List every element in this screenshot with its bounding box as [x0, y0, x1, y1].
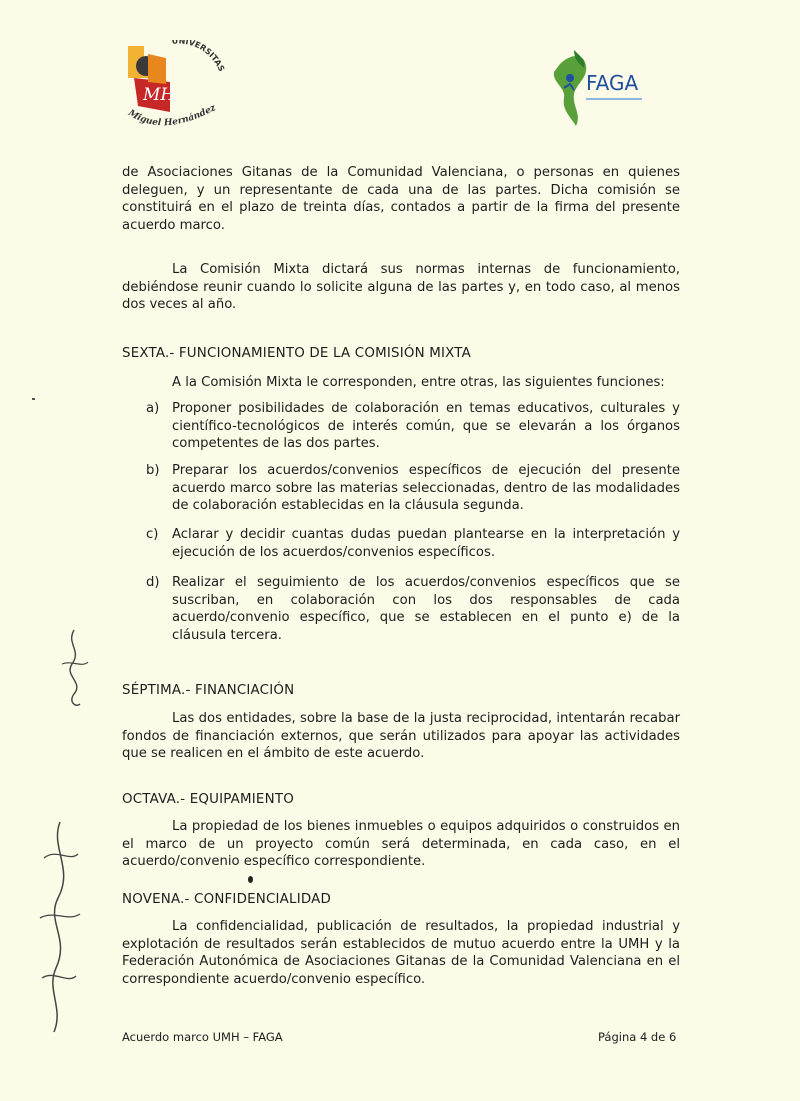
- paragraph-1: de Asociaciones Gitanas de la Comunidad Valenciana, o personas en quienes deleguen, y un representante de cada una de las partes. Dicha comisión se constituirá en el plazo de treinta días, contados a partir de la firma del presente acuerdo marco.: [122, 165, 680, 233]
- clause-septima-text: Las dos entidades, sobre la base de la justa reciprocidad, intentarán recabar fondos de financiación externos, que serán utilizados para apoyar las actividades que se realicen en el ámbito de este acuerdo.: [122, 711, 680, 762]
- list-text: Aclarar y decidir cuantas dudas puedan plantearse en la interpretación y ejecución de los acuerdos/convenios específicos.: [172, 527, 680, 560]
- faga-logo: [540, 44, 660, 134]
- list-label: c): [146, 527, 159, 542]
- list-label: b): [146, 463, 160, 478]
- umh-logo: [124, 40, 232, 130]
- footer-title: Acuerdo marco UMH – FAGA: [122, 1030, 283, 1044]
- list-text: Realizar el seguimiento de los acuerdos/convenios específicos que se suscriban, en colaboración con los dos responsables de cada acuerdo/convenio específico, que se establecen en el punto e) de la cláusula tercera.: [172, 575, 680, 643]
- paragraph-2: La Comisión Mixta dictará sus normas internas de funcionamiento, debiéndose reunir cuando lo solicite alguna de las partes y, en todo caso, al menos dos veces al año.: [122, 262, 680, 313]
- footer-page-number: Página 4 de 6: [598, 1030, 677, 1044]
- clause-septima-heading: SÉPTIMA.- FINANCIACIÓN: [122, 683, 295, 698]
- clause-novena-text: La confidencialidad, publicación de resultados, la propiedad industrial y explotación de resultados serán establecidos de mutuo acuerdo entre la UMH y la Federación Autonómica de Asociaciones Gitanas de la Comunidad Valenciana en el correspondiente acuerdo/convenio específico.: [122, 919, 680, 987]
- clause-octava-text: La propiedad de los bienes inmuebles o equipos adquiridos o construidos en el marco de un proyecto común será determinada, en cada caso, en el acuerdo/convenio específico correspondiente.: [122, 819, 680, 870]
- clause-sexta-heading: SEXTA.- FUNCIONAMIENTO DE LA COMISIÓN MIXTA: [122, 346, 472, 361]
- list-text: Preparar los acuerdos/convenios específicos de ejecución del presente acuerdo marco sobre las materias seleccionadas, dentro de las modalidades de colaboración establecidas en la cláusula segunda.: [172, 463, 680, 514]
- list-label: a): [146, 401, 160, 416]
- margin-initial-signature: [54, 624, 94, 714]
- svg-text:MH: MH: [143, 85, 176, 105]
- scan-mark: [32, 398, 35, 400]
- faga-logo-text: FAGA: [586, 71, 639, 95]
- clause-octava-heading: OCTAVA.- EQUIPAMIENTO: [122, 792, 294, 807]
- svg-text:Miguel Hernández: Miguel Hernández: [126, 103, 218, 129]
- clause-novena-heading: NOVENA.- CONFIDENCIALIDAD: [122, 892, 331, 907]
- list-text: Proponer posibilidades de colaboración en temas educativos, culturales y científico-tecnológicos de interés común, que se elevarán a los órganos competentes de las dos partes.: [172, 401, 680, 452]
- margin-signature: [30, 818, 90, 1038]
- list-label: d): [146, 575, 160, 590]
- clause-sexta-intro: A la Comisión Mixta le corresponden, entre otras, las siguientes funciones:: [172, 375, 665, 390]
- ink-dot: [248, 876, 253, 883]
- svg-text:UNIVERSITAS: UNIVERSITAS: [171, 40, 227, 73]
